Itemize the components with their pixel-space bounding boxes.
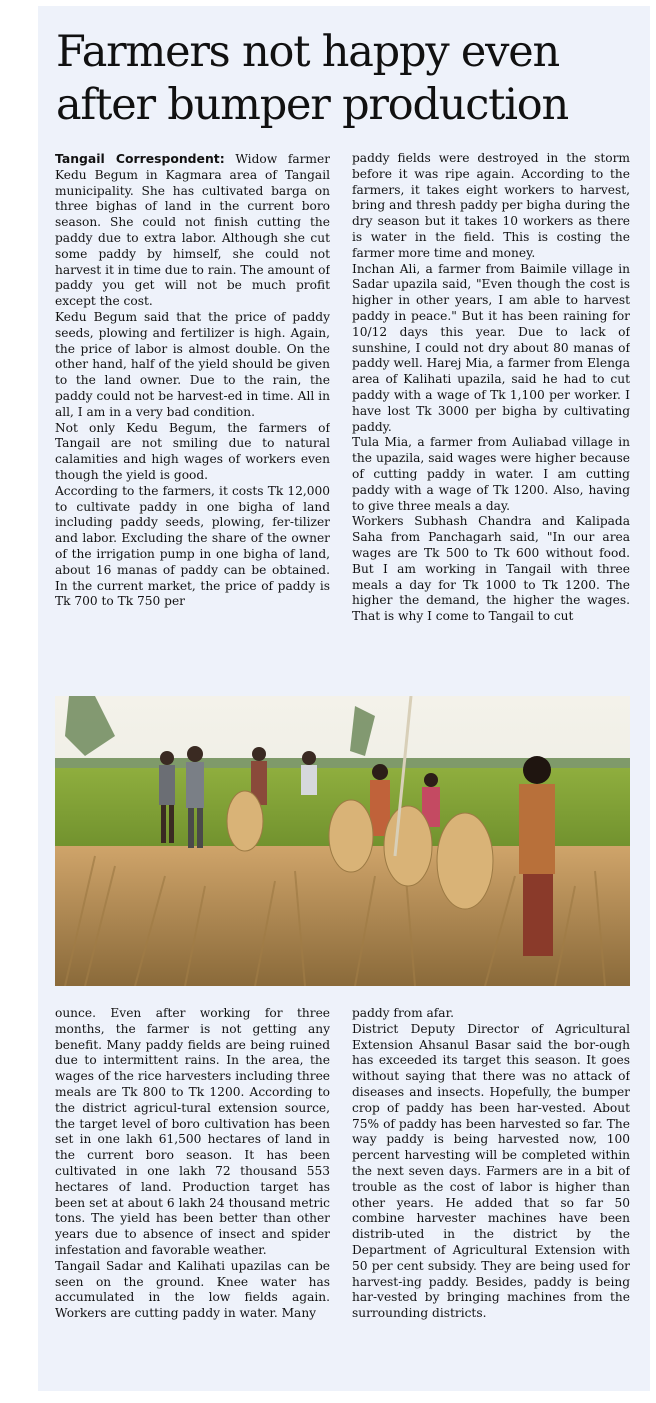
paragraph-3-2: Tangail Sadar and Kalihati upazilas can be seen on the ground. Knee water has accumulated in the low fields again. Workers are cutting paddy in water. Many bbox=[55, 1258, 330, 1321]
article-column-4 bbox=[352, 1006, 630, 1386]
paragraph-4-2: District Deputy Director of Agricultural Extension Ahsanul Basar said the bor-ough has exceeded its target this season. It goes without saying that there was no attack of diseases and insects. Hopefully, the bumper crop of paddy has been har-vested. About 75% of paddy has been harvested so far. The way paddy is being harvested now, 100 percent harvesting will be completed within the next seven days. Farmers are in a bit of trouble as the cost of labor is higher than other years. He added that so far 50 combine harvester machines have been distrib-uted in the district by the Department of Agricultural Extension with 50 per cent subsidy. They are being used for harvest-ing paddy. Besides, paddy is being har-vested by bringing machines from the surrounding districts. bbox=[352, 1021, 630, 1321]
article-column-1 bbox=[55, 151, 330, 691]
article-column-2 bbox=[352, 151, 630, 691]
article-column-3 bbox=[55, 1006, 330, 1386]
newspaper-clipping bbox=[38, 6, 650, 1391]
harvest-photo-illustration bbox=[55, 696, 630, 986]
paragraph-2-2: Inchan Ali, a farmer from Baimile village in Sadar upazila said, "Even though the cost is higher in other years, I am able to harvest paddy in peace." But it has been raining for 10/12 days this year. Due to lack of sunshine, I could not dry about 80 manas of paddy well. Harej Mia, a farmer from Elenga area of Kalihati upazila, said he had to cut paddy with a wage of Tk 1,100 per worker. I have lost Tk 3000 per bigha by cultivating paddy. bbox=[352, 261, 630, 434]
paragraph-1-2: Kedu Begum said that the price of paddy seeds, plowing and fertilizer is high. Again, the price of labor is almost double. On the other hand, half of the yield should be given to the land owner. Due to the rain, the paddy could not be harvest-ed in time. All in all, I am in a very bad condition. bbox=[55, 309, 330, 419]
paragraph-4-1: paddy from afar. bbox=[352, 1006, 454, 1020]
harvest-photo bbox=[55, 696, 630, 986]
headline: Farmers not happy even after bumper production bbox=[56, 27, 568, 130]
byline: Tangail Correspondent: bbox=[55, 151, 225, 166]
paragraph-2-1: paddy fields were destroyed in the storm before it was ripe again. According to the farmers, it takes eight workers to harvest, bring and thresh paddy per bigha during the dry season but it takes 10 workers as there is water in the field. This is costing the farmer more time and money. bbox=[352, 151, 630, 260]
paragraph-1-3: Not only Kedu Begum, the farmers of Tangail are not smiling due to natural calamities and high wages of workers even though the yield is good. bbox=[55, 420, 330, 482]
paragraph-1-1: Tangail Correspondent: Widow farmer Kedu Begum in Kagmara area of Tangail municipality. She has cultivated barga on three bighas of land in the current boro season. She could not finish cutting the paddy due to extra labor. Although she cut some paddy by himself, she could not harvest it in time due to rain. The amount of paddy you get will not be much profit except the cost. bbox=[55, 151, 330, 309]
paragraph-2-3: Tula Mia, a farmer from Auliabad village in the upazila, said wages were higher because of cutting paddy in water. I am cutting paddy with a wage of Tk 1200. Also, having to give three meals a day. bbox=[352, 435, 630, 513]
paragraph-3-1: ounce. Even after working for three months, the farmer is not getting any benefit. Many paddy fields are being ruined due to intermittent rains. In the area, the wages of the rice harvesters including three meals are Tk 800 to Tk 1200. According to the district agricul-tural extension source, the target level of boro cultivation has been set in one lakh 61,500 hectares of land in the current boro season. It has been cultivated in one lakh 72 thousand 553 hectares of land. Production target has been set at about 6 lakh 24 thousand metric tons. The yield has been better than other years due to absence of insect and spider infestation and favorable weather. bbox=[55, 1006, 330, 1257]
paragraph-2-4: Workers Subhash Chandra and Kalipada Saha from Panchagarh said, "In our area wages are Tk 500 to Tk 600 without food. But I am working in Tangail with three meals a day for Tk 1000 to Tk 1200. The higher the demand, the higher the wages. That is why I come to Tangail to cut bbox=[352, 514, 630, 624]
paragraph-1-4: According to the farmers, it costs Tk 12,000 to cultivate paddy in one bigha of land including paddy seeds, plowing, fer-tilizer and labor. Excluding the share of the owner of the irrigation pump in one bigha of land, about 16 manas of paddy can be obtained. In the current market, the price of paddy is Tk 700 to Tk 750 per bbox=[55, 483, 330, 609]
